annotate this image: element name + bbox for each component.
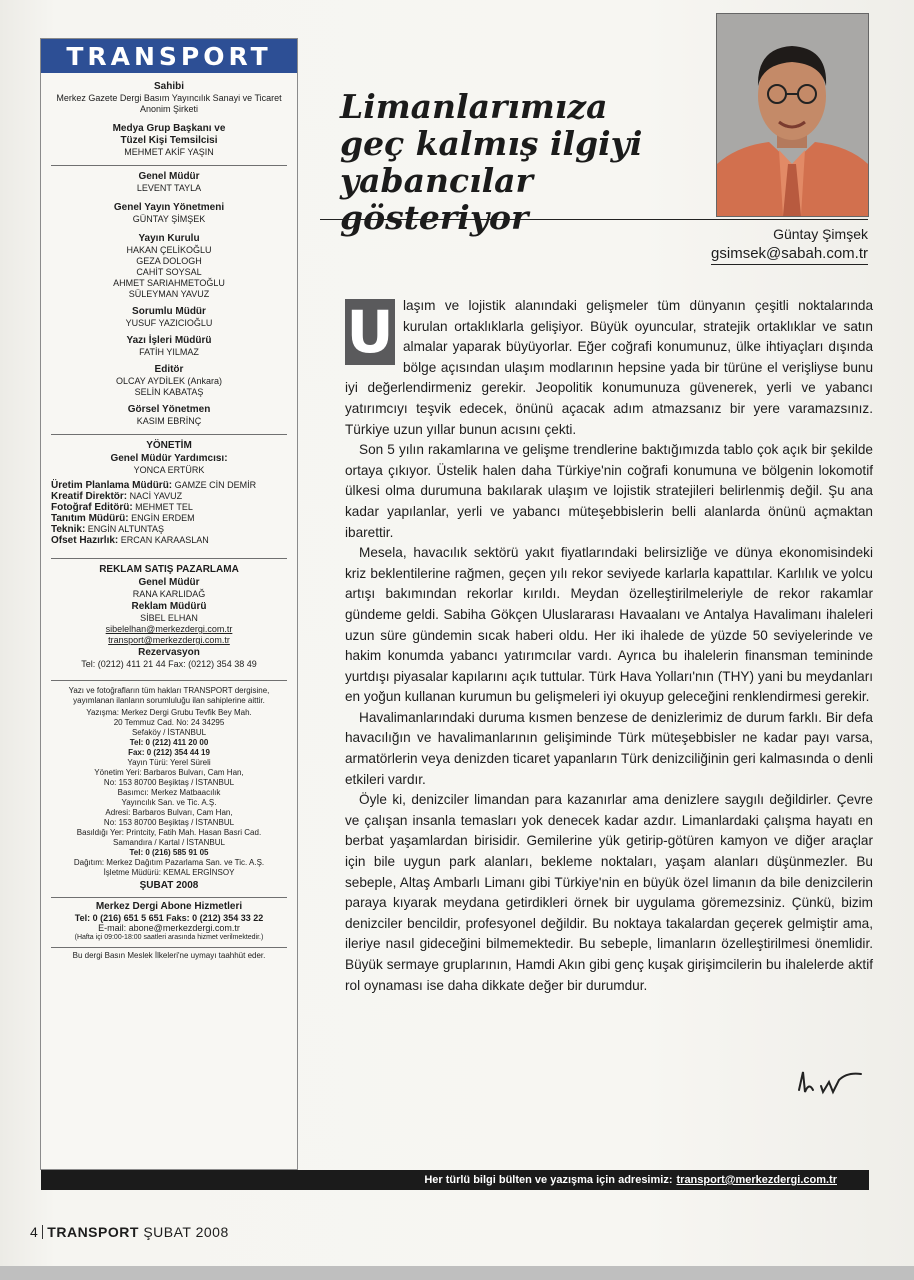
subs-email-link[interactable]: E-mail: abone@merkezdergi.com.tr — [98, 923, 240, 933]
contact-line: Basımcı: Merkez Matbaacılık — [117, 788, 221, 797]
folio-magazine: TRANSPORT — [47, 1224, 139, 1240]
owner-value: Merkez Gazete Dergi Basım Yayıncılık Sanayi ve Ticaret Anonim Şirketi — [56, 93, 282, 114]
board-member: SÜLEYMAN YAVUZ — [128, 289, 210, 299]
folio-divider — [42, 1225, 43, 1239]
editorial-label: Genel Yayın Yönetmeni — [113, 202, 225, 213]
article-paragraph: Öyle ki, denizciler limandan para kazanırlar ama denizlere saygılı değildirler. Çevre ve çalışan insanla temasları yok denecek kadar azdır. Limanlardaki çalışma hayatı en berbat yaşamlardan birisidir. Gemilerine yük getirip-götüren kamyon ve diğer araçlar için bile uygun park alanları, bekleme noktaları, yaşam alanları düşünmezler. Bu sebeple, Altaş Ambarlı Limanı gibi Türkiye'nin en büyük özel limanın da bile denizcilerin paraya kıyarak meydana getirdikleri örnek bir uygulama göremezsiniz. Çünkü, bizim denizciler bencildir, profesyonel değildir. Bu noktaya takalardan geçerek gelmiştir ama, ileriye nasıl gideceğini bilmemektedir. Bu sebeple, limanların özelleştirilmesi önemlidir. Büyük sermaye gruplarının, Hamdi Akın gibi genç kuşak girişimcilerin bu ihalelerde aktif rol oynaması ise daha dikkate değer bir durumdur. — [345, 792, 873, 993]
masthead-divider — [51, 434, 287, 435]
page-folio — [30, 1224, 229, 1240]
role-label: Fotoğraf Editörü: — [51, 502, 133, 513]
article-body — [345, 296, 873, 996]
responsible-value: YUSUF YAZICIOĞLU — [125, 318, 213, 328]
contact-line: No: 153 80700 Beşiktaş / İSTANBUL — [103, 818, 235, 827]
drop-cap: U — [346, 298, 394, 366]
contact-line: Fax: 0 (212) 354 44 19 — [128, 748, 210, 757]
role-value: ENGİN ALTUNTAŞ — [87, 524, 164, 534]
article-paragraph: laşım ve lojistik alanındaki gelişmeler tüm dünyanın çeşitli noktalarında kurulan ortaklıklarla gelişiyor. Büyük oyuncular, stratejik ortaklıklar ve satın almalar yaparak büyüyorlar. Eğer coğrafi konumunuz, ülke ihtiyaçları dışında bölge açısından ulaşım modlarının hepsine yada bir türüne el verişliyse bunu iyi değerlendirmeniz gerekir. Jeopolitik konumunuza güvenerek, yerli ve yabancı yatırımcıyı teşvik edecek, önünü açacak adım atmazsanız bir yere varamazsınız. Türkiye uzun yıllar bunun acısını çekti. — [345, 298, 873, 437]
writing-label: Yazı İşleri Müdürü — [126, 335, 212, 346]
role-line — [51, 502, 287, 513]
article-title-line: Limanlarımıza — [340, 87, 608, 126]
role-label: Ofset Hazırlık: — [51, 535, 119, 546]
article-title — [340, 88, 700, 236]
page-bottom-edge — [0, 1266, 914, 1280]
contact-line: Basıldığı Yer: Printcity, Fatih Mah. Hasan Basri Cad. — [76, 828, 262, 837]
visual-label: Görsel Yönetmen — [127, 404, 211, 415]
management-label: YÖNETİM — [146, 440, 192, 451]
media-group-label-2: Tüzel Kişi Temsilcisi — [120, 135, 218, 146]
editorial-value: GÜNTAY ŞİMŞEK — [132, 214, 206, 224]
ads-manager-value: SİBEL ELHAN — [140, 613, 198, 623]
author-byline — [711, 224, 868, 265]
rights-note: Yazı ve fotoğrafların tüm hakları TRANSPORT dergisine, yayımlanan ilanların sorumluluğu ilan sahiplerine aittir. — [68, 686, 270, 705]
footer-note: Her türlü bilgi bülten ve yazışma için adresimiz: — [424, 1174, 673, 1186]
article-paragraph: Son 5 yılın rakamlarına ve gelişme trendlerine baktığımızda tablo çok açık bir şekilde ortaya çıkıyor. Üstelik halen daha Türkiye'nin coğrafi konumuna ve bölgenin lokomotif ülkesi olma durumuna bakılarak ulaşım ve lojistik stratejileri belirlenmiş değil. Şu ana kadar yapılanlar, yerli ve yabancı müteşebbislerin belli alanlarda önünü açmaktan ibarettir. — [345, 442, 873, 540]
gm-label: Genel Müdür — [138, 171, 200, 182]
masthead-divider — [51, 680, 287, 681]
writing-value: FATİH YILMAZ — [139, 347, 199, 357]
reservation-label: Rezervasyon — [138, 647, 200, 658]
title-underline — [320, 219, 868, 220]
masthead-divider — [51, 165, 287, 166]
subs-label: Merkez Dergi Abone Hizmetleri — [95, 901, 243, 912]
role-label: Teknik: — [51, 524, 86, 535]
responsible-label: Sorumlu Müdür — [132, 306, 206, 317]
ads-label: REKLAM SATIŞ PAZARLAMA — [99, 564, 239, 575]
footer-bar — [41, 1170, 869, 1190]
deputy-value: YONCA ERTÜRK — [133, 465, 205, 475]
role-line — [51, 513, 287, 524]
contact-line: Dağıtım: Merkez Dağıtım Pazarlama San. ve Tic. A.Ş. — [73, 858, 265, 867]
footer-email-link[interactable]: transport@merkezdergi.com.tr — [676, 1174, 837, 1186]
board-member: GEZA DOLOGH — [136, 256, 202, 266]
issue-label: ŞUBAT 2008 — [139, 880, 199, 891]
contact-line: Samandıra / Kartal / İSTANBUL — [113, 838, 225, 847]
contact-line: Yönetim Yeri: Barbaros Bulvarı, Cam Han, — [94, 768, 244, 777]
ads-gm-value: RANA KARLIDAĞ — [132, 589, 206, 599]
deputy-label: Genel Müdür Yardımcısı: — [110, 453, 228, 464]
article-paragraph: Havalimanlarındaki duruma kısmen benzese de denizlerimiz de durum farklı. Bir defa havacılığın ve havalimanlarının gelişiminde Türk müteşebbisler ne kadar payı varsa, armatörlerin veya denizden ticaret yapanların Türk denizciliğinin geri kalmasında o denli etkileri vardır. — [345, 709, 873, 787]
article-title-line: yabancılar gösteriyor — [340, 161, 533, 237]
role-line — [51, 480, 287, 491]
article-title-line: geç kalmış ilgiyi — [340, 124, 643, 163]
editor-label: Editör — [154, 364, 184, 375]
gm-value: LEVENT TAYLA — [136, 183, 202, 193]
role-label: Kreatif Direktör: — [51, 491, 128, 502]
editor-value: SELİN KABATAŞ — [134, 387, 204, 397]
contact-line: Tel: 0 (216) 585 91 05 — [129, 848, 209, 857]
author-portrait — [716, 13, 869, 217]
role-value: NACİ YAVUZ — [129, 491, 183, 501]
role-line — [51, 524, 287, 535]
portrait-illustration — [717, 14, 868, 216]
contact-line: Tel: 0 (212) 411 20 00 — [129, 738, 209, 747]
contact-line: Yayın Türü: Yerel Süreli — [127, 758, 211, 767]
ads-gm-label: Genel Müdür — [138, 577, 200, 588]
masthead-brand: TRANSPORT — [41, 39, 297, 73]
role-value: MEHMET TEL — [135, 502, 193, 512]
role-line — [51, 491, 287, 502]
media-group-value: MEHMET AKİF YAŞIN — [124, 147, 214, 157]
author-signature — [795, 1066, 875, 1103]
masthead-box — [40, 38, 298, 1170]
visual-value: KASIM EBRİNÇ — [136, 416, 202, 426]
masthead-divider — [51, 558, 287, 559]
editor-value: OLCAY AYDİLEK (Ankara) — [115, 376, 223, 386]
owner-label: Sahibi — [153, 81, 184, 92]
author-email-link[interactable]: gsimsek@sabah.com.tr — [711, 244, 868, 265]
reservation-value: Tel: (0212) 411 21 44 Fax: (0212) 354 38 49 — [81, 659, 257, 669]
masthead-divider — [51, 947, 287, 948]
ethics-note: Bu dergi Basın Meslek İlkeleri'ne uymayı taahhüt eder. — [72, 951, 266, 960]
contact-line: Adresi: Barbaros Bulvarı, Cam Han, — [105, 808, 233, 817]
board-label: Yayın Kurulu — [138, 233, 200, 244]
role-line — [51, 535, 287, 546]
folio-issue: ŞUBAT 2008 — [143, 1224, 229, 1240]
ads-manager-label: Reklam Müdürü — [131, 601, 207, 612]
ads-email-link[interactable]: transport@merkezdergi.com.tr — [108, 635, 230, 645]
role-value: ENGİN ERDEM — [131, 513, 195, 523]
author-name: Güntay Şimşek — [773, 226, 868, 242]
masthead-divider — [51, 897, 287, 898]
role-value: GAMZE CİN DEMİR — [174, 480, 257, 490]
signature-icon — [795, 1066, 875, 1098]
media-group-label-1: Medya Grup Başkanı ve — [112, 123, 226, 134]
contact-line: No: 153 80700 Beşiktaş / İSTANBUL — [103, 778, 235, 787]
subs-hours: (Hafta içi 09:00-18:00 saatleri arasında hizmet verilmektedir.) — [74, 934, 264, 941]
subs-tel: Tel: 0 (216) 651 5 651 Faks: 0 (212) 354 33 22 — [74, 913, 264, 923]
role-label: Tanıtım Müdürü: — [51, 513, 129, 524]
contact-line: Yazışma: Merkez Dergi Grubu Tevfik Bey Mah. — [86, 708, 252, 717]
role-value: ERCAN KARAASLAN — [120, 535, 209, 545]
board-member: AHMET SARIAHMETOĞLU — [113, 278, 225, 288]
board-member: HAKAN ÇELİKOĞLU — [126, 245, 212, 255]
contact-line: İşletme Müdürü: KEMAL ERGİNSOY — [103, 868, 235, 877]
contact-line: Yayıncılık San. ve Tic. A.Ş. — [121, 798, 217, 807]
contact-line: 20 Temmuz Cad. No: 24 34295 — [113, 718, 225, 727]
page-number: 4 — [30, 1224, 39, 1240]
role-label: Üretim Planlama Müdürü: — [51, 480, 173, 491]
article-paragraph: Mesela, havacılık sektörü yakıt fiyatlarındaki belirsizliğe ve dünya ekonomisindeki kriz beklentilerine rağmen, geçen yılı rekor seviyede karlarla kapattılar. Karlılık ve yolcu artışı bakımından rekorlar kırıldı. Meydan özelleştirilmeleriyle de rekor rakamlar gündeme geldi. Sabiha Gökçen Uluslararası Havaalanı ve Antalya Havalimanı ihaleleri uzun süre gündemin sıcak haberi oldu. Her iki ihalede de yüzde 50 seviyelerinde ve hakim konumda yabancı yatırımcılar vardı. Ayrıca bu ihalelerin finansman temininde yurtdışı piyasalar kapılarını açık tuttular. Türk Hava Yolları'nın (THY) yani bu meydanları en yoğun kullanan kurumun bu gelişmeleri iyi okuyup geleceğini renklendirmesi gerekir. — [345, 545, 873, 705]
contact-line: Sefaköy / İSTANBUL — [131, 728, 207, 737]
ads-email-link[interactable]: sibelelhan@merkezdergi.com.tr — [105, 624, 233, 634]
board-member: CAHİT SOYSAL — [136, 267, 202, 277]
